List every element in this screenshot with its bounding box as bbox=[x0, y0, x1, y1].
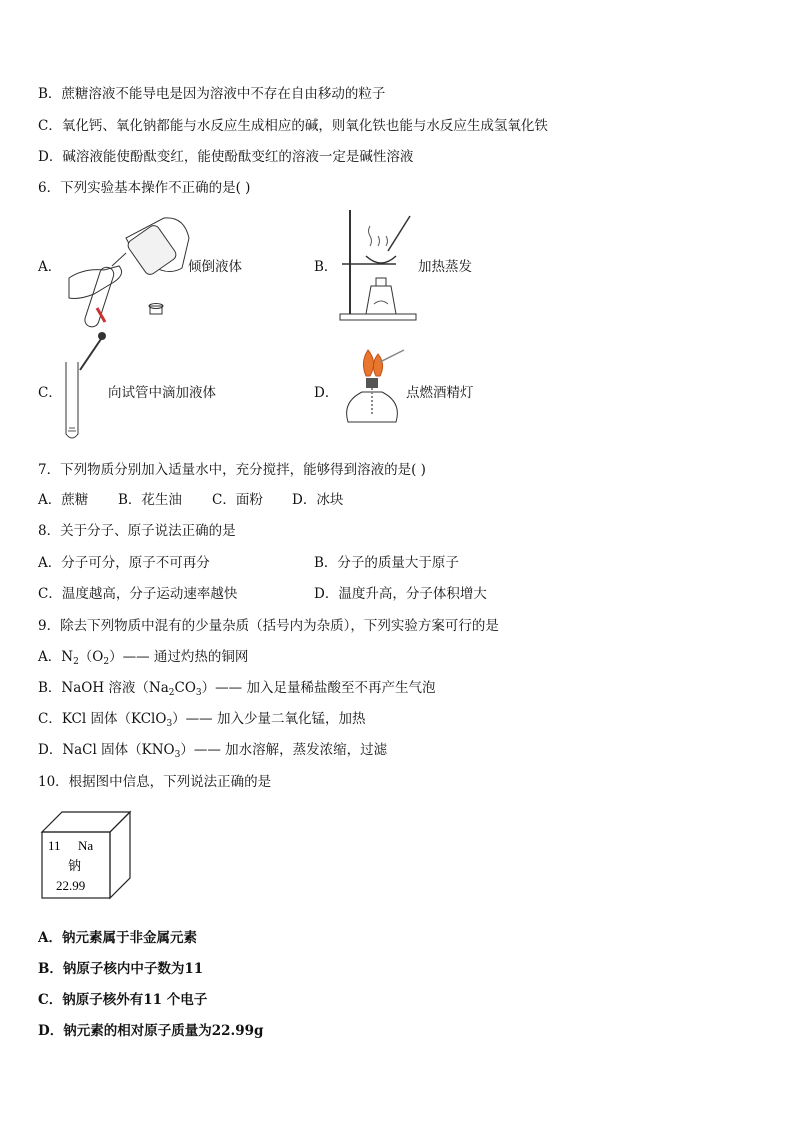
q8-option-b: B．分子的质量大于原子 bbox=[314, 555, 459, 571]
heating-evaporation-illustration bbox=[336, 206, 418, 322]
q7-option-a: A．蔗糖 bbox=[38, 492, 89, 508]
pouring-liquid-illustration bbox=[64, 208, 192, 328]
lighting-alcohol-lamp-illustration bbox=[336, 346, 406, 428]
atomic-number: 11 bbox=[48, 838, 61, 853]
q6-c-caption: 向试管中滴加液体 bbox=[108, 385, 216, 401]
q10-option-d: D．钠元素的相对原子质量为22.99g bbox=[38, 1023, 264, 1039]
q9-option-d: D．NaCl 固体$(KNO_3)——$ 加水溶解，蒸发浓缩，过滤 bbox=[38, 742, 388, 760]
atomic-mass: 22.99 bbox=[56, 878, 86, 893]
q10-option-b: B．钠原子核内中子数为11 bbox=[38, 961, 204, 977]
q7-option-d: D．冰块 bbox=[292, 492, 344, 508]
q7-stem: 7．下列物质分别加入适量水中，充分搅拌，能够得到溶液的是( ) bbox=[38, 462, 426, 478]
periodic-table-cell-sodium bbox=[40, 810, 132, 900]
q6-b-caption: 加热蒸发 bbox=[418, 259, 472, 275]
q6-d-letter: D． bbox=[314, 385, 339, 401]
q6-b-letter: B． bbox=[314, 259, 338, 275]
q7-option-c: C．面粉 bbox=[212, 492, 263, 508]
q6-a-letter: A． bbox=[38, 259, 62, 275]
q10-option-c: C．钠原子核外有11 个电子 bbox=[38, 992, 208, 1008]
q8-option-a: A．分子可分，原子不可再分 bbox=[38, 555, 210, 571]
q9-option-c: C．KCl 固体（KClO$_3$）—— 加入少量二氧化锰，加热 bbox=[38, 711, 366, 729]
q9-stem: 9．除去下列物质中混有的少量杂质（括号内为杂质），下列实验方案可行的是 bbox=[38, 618, 499, 634]
q10-stem: 10．根据图中信息，下列说法正确的是 bbox=[38, 774, 272, 790]
q10-option-a: A．钠元素属于非金属元素 bbox=[38, 930, 197, 946]
q9-option-a: A．$N_2(O_2)——$ 通过灼热的铜网 bbox=[38, 649, 249, 667]
q8-option-d: D．温度升高，分子体积增大 bbox=[314, 586, 487, 602]
q7-option-b: B．花生油 bbox=[118, 492, 182, 508]
q5-option-b: B．蔗糖溶液不能导电是因为溶液中不存在自由移动的粒子 bbox=[38, 86, 386, 102]
element-name: 钠 bbox=[68, 858, 82, 873]
q9-option-b: B．NaOH 溶液$(Na_2CO_3)——$ 加入足量稀盐酸至不再产生气泡 bbox=[38, 680, 436, 698]
element-symbol: Na bbox=[78, 838, 94, 853]
q8-option-c: C．温度越高，分子运动速率越快 bbox=[38, 586, 238, 602]
q6-a-caption: 倾倒液体 bbox=[188, 259, 242, 275]
q6-c-letter: C． bbox=[38, 385, 62, 401]
q5-option-c: C．氧化钙、氧化钠都能与水反应生成相应的碱，则氧化铁也能与水反应生成氢氧化铁 bbox=[38, 118, 548, 134]
q8-stem: 8．关于分子、原子说法正确的是 bbox=[38, 523, 236, 539]
dropping-liquid-illustration bbox=[60, 330, 108, 446]
q6-stem: 6．下列实验基本操作不正确的是( ) bbox=[38, 180, 251, 196]
q5-option-d: D．碱溶液能使酚酞变红，能使酚酞变红的溶液一定是碱性溶液 bbox=[38, 149, 414, 165]
q6-d-caption: 点燃酒精灯 bbox=[406, 385, 474, 401]
